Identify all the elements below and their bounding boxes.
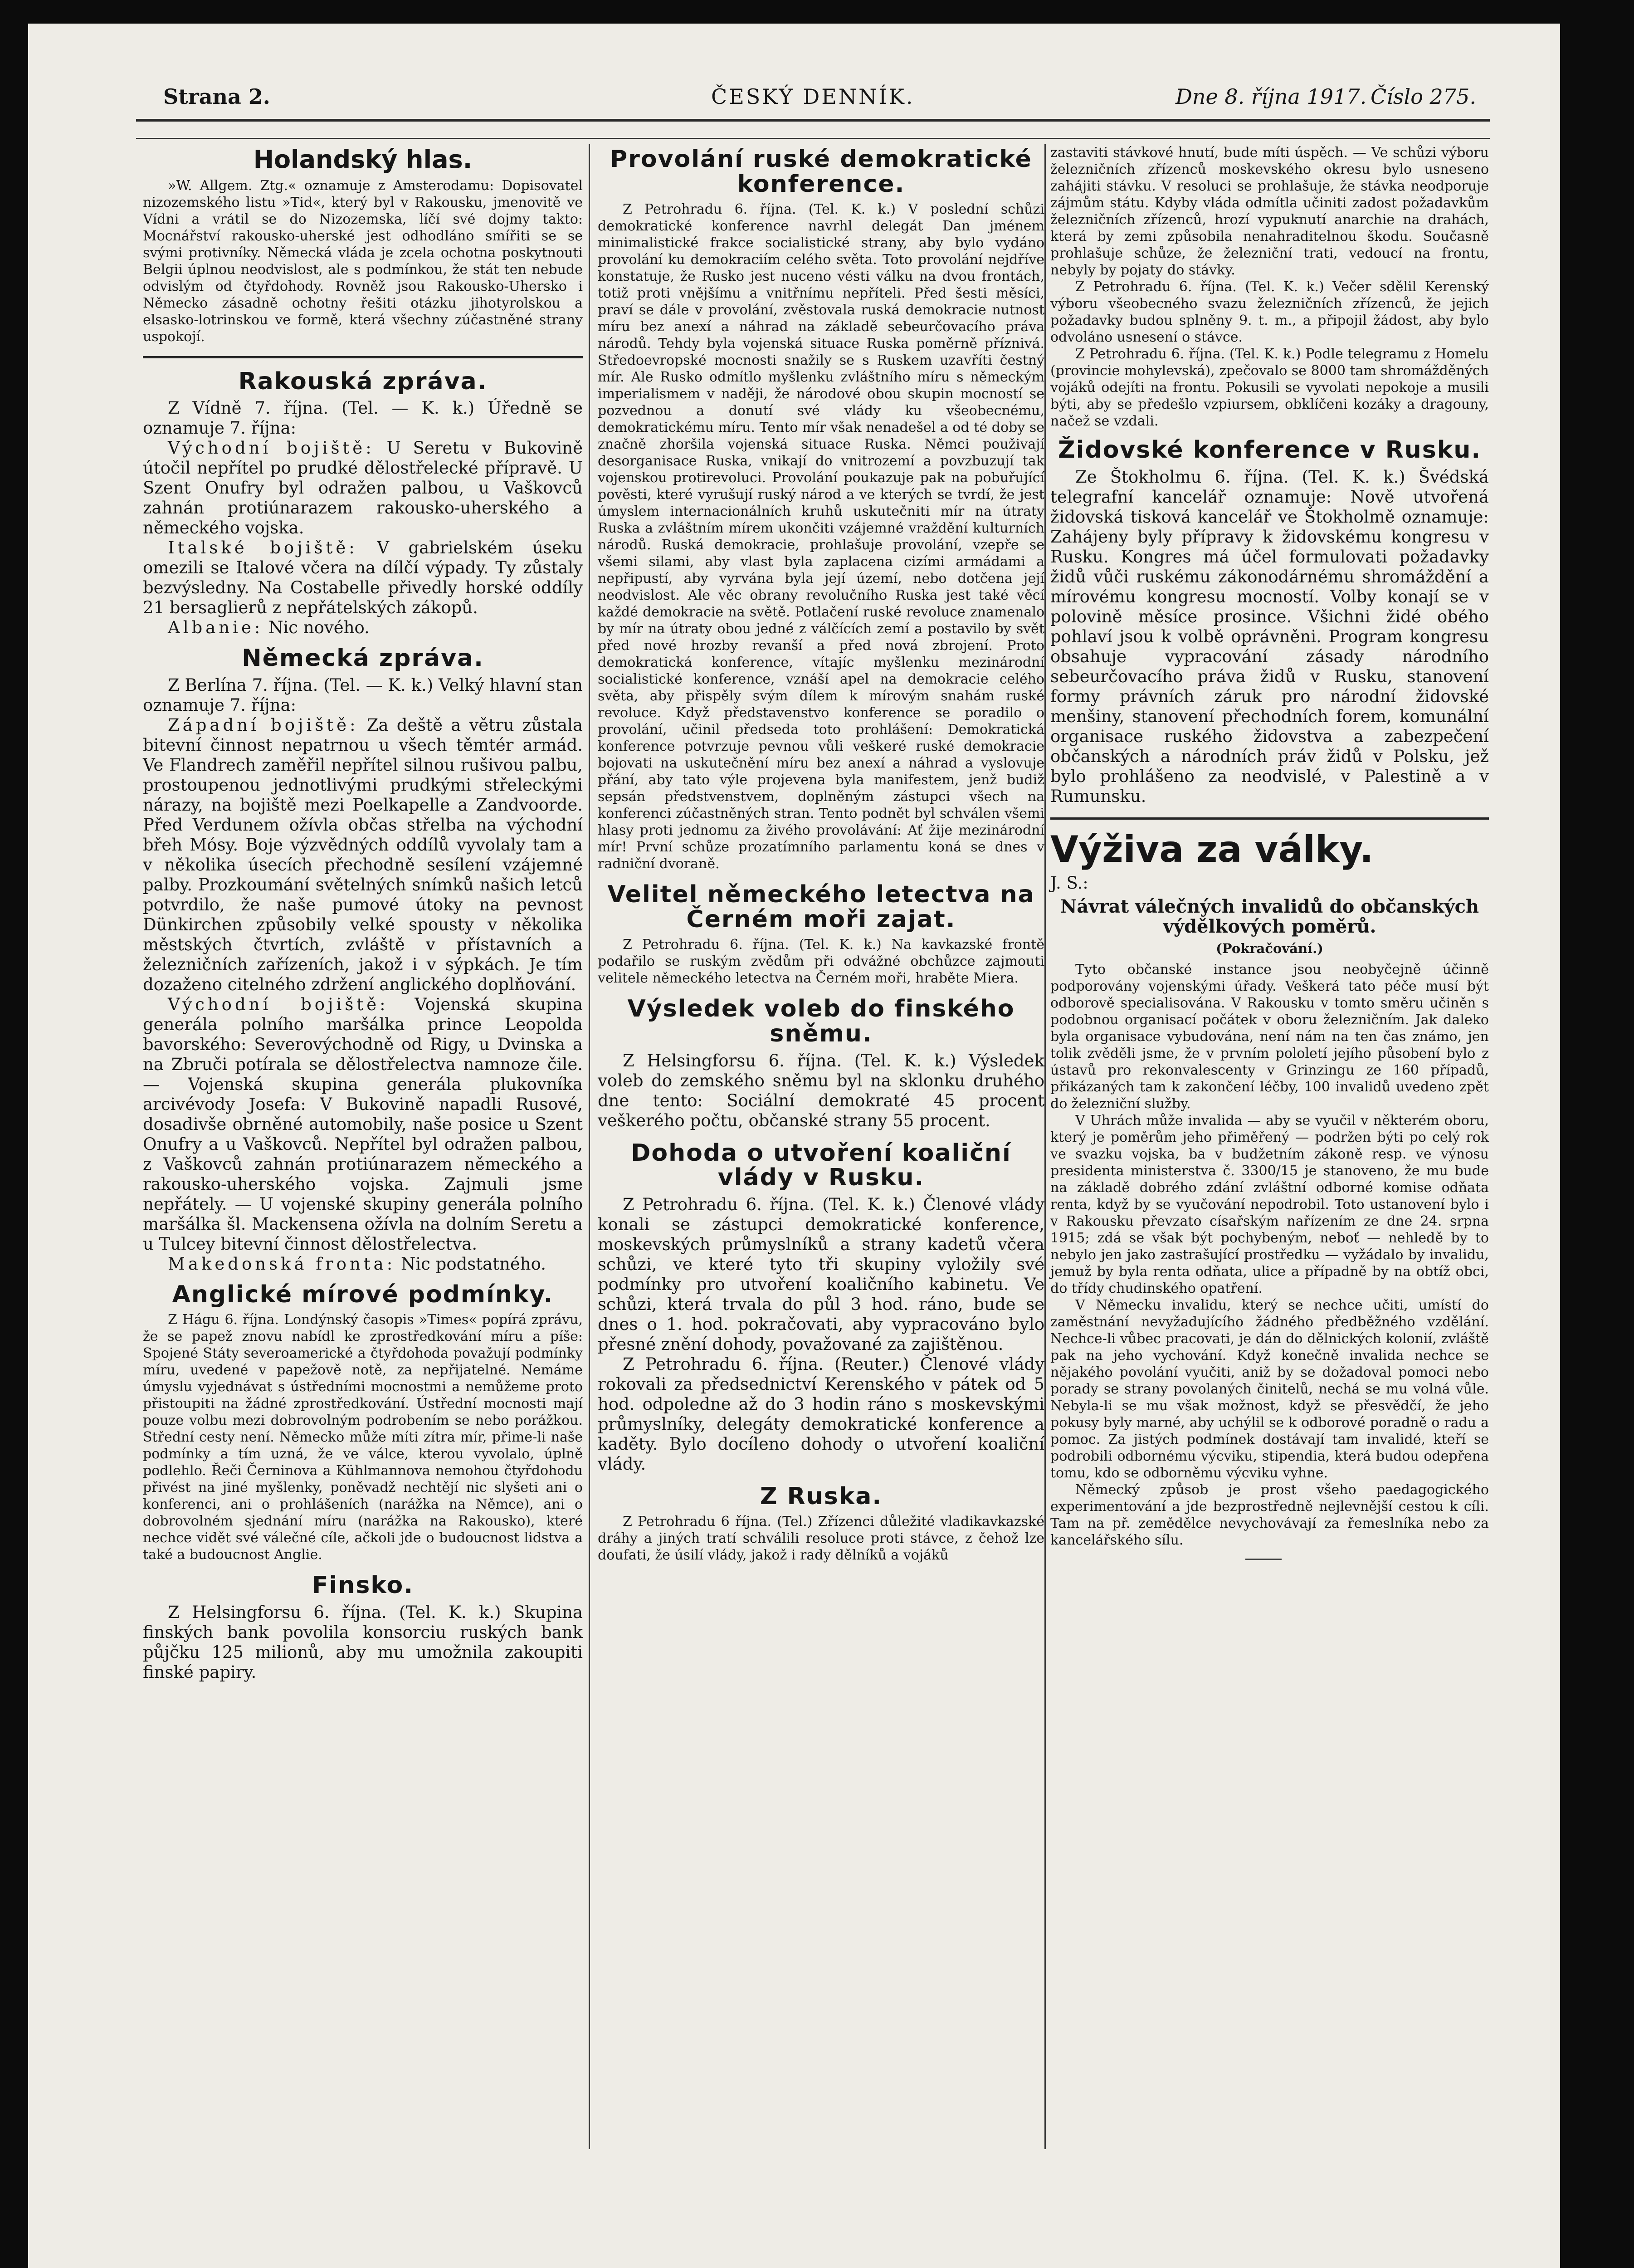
- article-headline: Výsledek voleb do finského sněmu.: [627, 995, 1015, 1047]
- article-body: Nic nového.: [268, 618, 370, 638]
- article-headline: Velitel německého letectva na Černém moři zajat.: [607, 881, 1035, 933]
- article-headline: Dohoda o utvoření koaliční vlády v Rusku.: [631, 1139, 1011, 1192]
- section-headline: Výživa za války.: [1050, 828, 1374, 870]
- continuation-note: (Pokračování.): [1216, 940, 1323, 956]
- article-body: V gabrielském úseku omezili se Italové včera na dílčí výpady. Ty zůstaly bezvýsledny. Na Costabelle přivedly horské oddíly 21 bersaglierů z nepřátelských zákopů.: [143, 538, 583, 618]
- article-headline: Německá zpráva.: [242, 645, 484, 672]
- article-paragraph: [143, 995, 583, 1254]
- article-body: Z Petrohradu 6. října. (Reuter.) Členové vlády rokovali za předsednictví Kerenského v pátek od 5 hod. odpoledne až do 3 hodin ráno s moskevskými průmyslníky, delegáty demokratické konference a kaděty. Bylo docíleno dohody o utvoření koaliční vlády.: [598, 1354, 1044, 1474]
- column-2: [598, 144, 1044, 1564]
- article-headline: Rakouská zpráva.: [238, 367, 488, 395]
- article-body: Z Petrohradu 6. října. (Tel. K. k.) Členové vlády konali se zástupci demokratické konference, moskevských průmyslníků a strany kadetů včera schůzi, ve které tyto tři skupiny vyložily své podmínky pro utvoření koaličního kabinetu. Ve schůzi, která trvala do půl 3 hod. ráno, bude se dnes o 1. hod. pokračovati, aby vypracováno bylo přesné znění dohody, považované za zajištěnou.: [598, 1194, 1044, 1354]
- masthead: [136, 84, 1488, 119]
- column-1: [143, 144, 583, 1682]
- article-body: U Seretu v Bukovině útočil nepřítel po prudké dělostřelecké přípravě. U Szent Onufry byl odražen palbou, u Vaškovců zahnán protiúnarazem rakousko-uherského a německého vojska.: [143, 438, 583, 538]
- page-number: Strana 2.: [163, 84, 270, 109]
- article-body: Ze Štokholmu 6. října. (Tel. K. k.) Švédská telegrafní kancelář oznamuje: Nově utvořená židovská tisková kancelář ve Štokholmě oznamuje: Zahájeny byly přípravy k židovskému kongresu v Rusku. Kongres má účel formulovati požadavky židů vůči ruskému zákonodárnému shromáždění a mírovému kongresu mocností. Volby konají se v polovině měsíce prosince. Všichni židé obého pohlaví jsou k volbě oprávněni. Program kongresu obsahuje vypracování zásady národního sebeurčovacího práva židů v Rusku, stanovení formy právních záruk pro národní židovské menšiny, stanovení přechodních forem, komunální organisace ruského židovstva a zabezpečení občanských a národních práv židů v Polsku, jež bylo prohlášeno za neodvislé, v Palestině a v Rumunsku.: [1050, 467, 1489, 806]
- article-body: Z Petrohradu 6. října. (Tel. K. k.) Podle telegramu z Homelu (provincie mohylevská), zpečovalo se 8000 tam shromážděných vojáků odejíti na frontu. Pokusili se vyvolati nepokoje a musili býti, aby se předešlo vzpiursem, obklíčeni kozáky a dragouny, načež se vzdali.: [1050, 346, 1489, 429]
- article-body: Z Berlína 7. října. (Tel. — K. k.) Velký hlavní stan oznamuje 7. října:: [143, 675, 583, 715]
- section-label: Makedonská fronta:: [168, 1254, 396, 1274]
- end-mark: [1245, 1559, 1282, 1560]
- section-label: Italské bojiště:: [168, 538, 358, 558]
- article-body: Z Vídně 7. října. (Tel. — K. k.) Úředně se oznamuje 7. října:: [143, 398, 583, 438]
- article-paragraph: [143, 1254, 583, 1274]
- column-3: [1050, 144, 1489, 1560]
- article-body: Z Petrohradu 6. října. (Tel. K. k.) V poslední schůzi demokratické konference navrhl delegát Dan jménem minimalistické frakce socialistické strany, aby bylo vydáno provolání ku demokraciím celého světa. Toto provolání nejdříve konstatuje, že Rusko jest nuceno vésti válku na dvou frontách, totiž proti vnějšímu a vnitřnímu nepříteli. Před šesti měsíci, praví se dále v provolání, zvěstovala ruská demokracie nutnost míru bez anexí a náhrad na základě sebeurčovacího práva národů. Tehdy byla vojenská situace Ruska poměrně příznivá. Středoevropské mocnosti snažily se s Ruskem uzavříti čestný mír. Ale Rusko odmítlo myšlenku zvláštního míru s německým imperialismem v naději, že národové obou skupin mocností se pozvednou a donutí své vlády ku všeobecnému, demokratickému míru. Tento mír však nenadešel a od té doby se značně zhoršila vojenská situace Ruska. Němci použivají desorganisace Ruska, vnikají do vnitrozemí a povzbuzují tak vojenskou protirevoluci. Provolání poukazuje pak na pobuřující pověsti, které vyrušují ruský národ a ve kterých se tvrdí, že jest úmyslem internacionálních kruhů uskutečniti mír na útraty Ruska a zvláštním mírem ukončiti vzájemné vraždění kulturních národů. Ruská demokracie, prohlašuje provolání, vzepře se všemi silami, aby vlast byla zaplacena cizími armádami a nepřipustí, aby vyrvána byla její území, nebo dotčena její neodvislost. Ale věc obrany revolučního Ruska jest také věcí každé demokracie na světě. Potlačení ruské revoluce znamenalo by mír na útraty obou jedné z válčících zemí a postavilo by svět před nové hrozby revanší a před nová zbrojení. Proto demokratická konference, vítajíc myšlenku mezinárodní socialistické konference, vznáší apel na demokracie celého světa, aby přispěly svým dílem k mírovým snahám ruské revoluce. Když představenstvo konference se poradilo o provolání, učinil předseda toto prohlášení: Demokratická konference potvrzuje pevnou vůli veškeré ruské demokracie bojovati na uskutečnění míru bez anexí a náhrad a vyslovuje přání, aby tato výle projevena byla manifestem, jenž budiž sepsán předstvenstvem, doplněným zástupci všech na konferenci zúčastněných stran. Tento podnět byl schválen všemi hlasy proti jednomu za živého provolávání: Ať žije mezinárodní mír! První schůze prozatímního parlamentu koná se dnes v radniční dvoraně.: [598, 201, 1044, 872]
- article-headline: Židovské konference v Rusku.: [1058, 436, 1482, 464]
- issue-date: Dne 8. října 1917.: [1176, 84, 1367, 109]
- column-divider: [1044, 144, 1046, 2149]
- article-headline: Anglické mírové podmínky.: [172, 1281, 554, 1308]
- article-paragraph: [143, 538, 583, 618]
- article-body: Vojenská skupina generála polního maršálka prince Leopolda bavorského: Severovýchodně od Rigy, u Dvinska a na Zbruči potírala se dělostřelectva namnoze čile. — Vojenská skupina generála plukovníka arcivévody Josefa: V Bukovině napadli Rusové, dosadivše obrněné automobily, naše posice u Szent Onufry a u Vaškovců. Nepřítel byl odražen palbou, z Vaškovců zahnán protiúnarazem německého a rakousko-uherského vojska. Zajmuli jsme nepřátely. — U vojenské skupiny generála polního maršálka šl. Mackensena ožívla na dolním Seretu a u Tulcey bitevní činnost dělostřelectva.: [143, 994, 583, 1254]
- article-body: Tyto občanské instance jsou neobyčejně účinně podporovány vojenskými úřady. Veškerá tato péče musí být odborově specialisována. V Rakousku v tomto směru učiněn s podobnou organisací počátek v oboru železničním. Jak daleko byla organisace vybudována, není nám na ten čas známo, jen tolik zvěděli jsme, že v prvním pololetí jejího působení bylo z ústavů pro rekonvalescenty v Grinzingu ze 160 případů, přikázaných tam k zakončení léčby, 100 invalidů uvedeno zpět do železniční služby.: [1050, 961, 1489, 1112]
- article-paragraph: [143, 618, 583, 638]
- issue-number: Číslo 275.: [1371, 84, 1476, 109]
- article-divider: [143, 356, 583, 358]
- article-headline: Z Ruska.: [760, 1482, 883, 1510]
- section-label: Východní bojiště:: [168, 994, 389, 1014]
- article-body: V Německu invalidu, který se nechce učiti, umístí do zaměstnání nevyžadujícího žádného předběžného vzdělání. Nechce-li vůbec pracovati, je dán do dělnických kolonií, zvláště pak na jeho vychování. Když konečně invalida nechce se nějakého povolání vyučiti, aniž by se dožadoval pomoci nebo porady se strany povolaných činitelů, nechá se mu volná vůle. Nebyla-li se mu však možnost, když se přesvědčí, že jeho pokusy byly marné, aby uchýlil se k odborové poradně o radu a pomoc. Za jistých podmínek dostávají tam invalidé, kteří se podrobili odbornému výcviku, stipendia, která budou odepřena tomu, kdo se odborněmu výcviku vyhne.: [1050, 1297, 1489, 1481]
- article-body: Německý způsob je prost všeho paedagogického experimentování a jde bezprostředně nejlevnější cestou k cíli. Tam na př. zemědělce nevychovávají za řemeslníka nebo za kancelářského sílu.: [1050, 1481, 1489, 1548]
- section-label: Východní bojiště:: [168, 438, 375, 458]
- newspaper-title: ČESKÝ DENNÍK.: [711, 84, 915, 109]
- column-divider: [589, 144, 590, 2149]
- article-subheadline: Návrat válečných invalidů do občanských výdělkových poměrů.: [1060, 895, 1479, 937]
- article-body: Z Helsingforsu 6. října. (Tel. K. k.) Skupina finských bank povolila konsorciu ruských bank půjčku 125 milionů, aby mu umožnila zakoupiti finské papiry.: [143, 1603, 583, 1682]
- article-body: zastaviti stávkové hnutí, bude míti úspěch. — Ve schůzi výboru železničních zřízenců moskevského okresu bylo usneseno zahájiti stávku. V resoluci se prohlašuje, že stávka neodporuje zájmům státu. Kdyby vláda odmítla učiniti zadost požadavkům železničních zřízenců, hrozí vypuknutí anarchie na drahách, která by zemi způsobila nenahraditelnou škodu. Současně prohlašuje schůze, že železniční trati, vedoucí na frontu, nebyly by pojaty do stávky.: [1050, 145, 1489, 278]
- article-body: Z Hágu 6. října. Londýnský časopis »Times« popírá zprávu, že se papež znovu nabídl ke zprostředkování míru a píše: Spojené Státy severoamerické a čtyřdohoda považují podmínky míru, uvedené v papežově notě, za nepřijatelné. Nemáme úmyslu vyjednávat s ústředními mocnostmi a nemůžeme proto přistoupiti na žádné zprostředkování. Ústřední mocnosti mají pouze volbu mezi dobrovolným podrobením se nebo porážkou. Střední cesty není. Německo může míti zítra mír, přime-li naše podmínky a tím uzná, že ve válce, kterou vyvolalo, úplně podlehlo. Řeči Černinova a Kühlmannova nemohou čtyřdohodu přivést na jiné myšlenky, poněvadž nechtějí nic slyšeti ani o konferenci, ani o prohlášeních (narážka na Němce), ani o dobrovolném sjednání míru (narážka na Rakousko), které nechce vidět své válečné cíle, ačkoli jde o budoucnost lidstva a také a budoucnost Anglie.: [143, 1312, 583, 1563]
- article-body: V Uhrách může invalida — aby se vyučil v některém oboru, který je poměrům jeho přiměřený — podržen býti po celý rok ve svazku vojska, ba v budžetním zákoně resp. ve výnosu presidenta ministerstva č. 3300/15 je stanoveno, že mu bude na základě dobrého zdání zvláštní odborné komise odňata renta, když by se vyučování nepodrobil. Toto ustanovení bylo i v Rakousku převzato císařským nařízením ze dne 24. srpna 1915; zdá se však být pochybeným, neboť — nehledě by to nebylo jen jako zastrašující prostředku — vyžádalo by invalidu, jemuž by byla renta odňata, ulice a případně by na obtíž obci, do třídy chudinského opatření.: [1050, 1112, 1489, 1296]
- section-label: Západní bojiště:: [168, 715, 359, 735]
- article-author: J. S.:: [1050, 873, 1088, 893]
- article-body: Za deště a větru zůstala bitevní činnost nepatrnou u všech těmtér armád. Ve Flandrech zaměřil nepřítel silnou rušivou palbu, prostoupenou jednotlivými prudkými střeleckými nárazy, na bojiště mezi Poelkapelle a Zandvoorde. Před Verdunem ožívla občas střelba na východní břeh Mósy. Boje výzvědných oddílů vyvolaly tam a v několika úsecích přechodně sesílení vzájemné palby. Prozkoumání světelných snímků našich letců potvrdilo, že naše pumové útoky na pevnost Dünkirchen způsobily velké spousty v několika městských čtvrtích, zvláště v přístavních a železničních zařízeních, jakož i v sýpkách. Je tím dozaženo citelného zdržení anglického doplňování.: [143, 715, 583, 994]
- masthead-rule-thin: [136, 138, 1490, 139]
- article-body: Z Petrohradu 6. října. (Tel. K. k.) Večer sdělil Kerenský výboru všeobecného svazu železničních zřízenců, že jejich požadavky budou splněny 9. t. m., a připojil žádost, aby bylo odvoláno usnesení o stávce.: [1050, 279, 1489, 345]
- article-headline: Finsko.: [312, 1572, 414, 1599]
- masthead-rule: [136, 119, 1490, 122]
- article-body: Z Helsingforsu 6. října. (Tel. K. k.) Výsledek voleb do zemského sněmu byl na sklonku druhého dne tento: Sociální demokraté 45 procent veškerého počtu, občanské strany 55 procent.: [598, 1051, 1044, 1130]
- section-label: Albanie:: [168, 618, 263, 638]
- article-body: Z Petrohradu 6 října. (Tel.) Zřízenci důležité vladikavkazské dráhy a jiných tratí schválili resoluce proti stávce, z čehož lze doufati, že úsilí vlády, jakož i rady dělníků a vojáků: [598, 1514, 1044, 1564]
- article-paragraph: [143, 715, 583, 995]
- article-paragraph: [143, 438, 583, 538]
- article-body: »W. Allgem. Ztg.« oznamuje z Amsterodamu: Dopisovatel nizozemského listu »Tid«, který byl v Rakousku, jmenovitě ve Vídni a vrátil se do Nizozemska, líčí své dojmy takto: Mocnářství rakousko-uherské jest odhodláno smířiti se se svými protivníky. Německá vláda je zcela ochotna poskytnouti Belgii úplnou neodvislost, ale s podmínkou, že stát ten nebude odvislým od čtyřdohody. Rovněž jsou Rakousko-Uhersko i Německo zásadně ochotny řešiti otázku jihotyrolskou a elsasko-lotrinskou ve formě, která všechny zúčastněné strany uspokojí.: [143, 177, 583, 345]
- article-body: Nic podstatného.: [400, 1254, 546, 1274]
- article-divider: [1050, 817, 1489, 820]
- article-body: Z Petrohradu 6. října. (Tel. K. k.) Na kavkazské frontě podařilo se ruským zvědům při odvážné obchůzce zajmouti velitele německého letectva na Černém moři, hraběte Miera.: [598, 937, 1044, 987]
- article-headline: Provolání ruské demokratické konference.: [610, 146, 1032, 198]
- article-headline: Holandský hlas.: [253, 145, 473, 174]
